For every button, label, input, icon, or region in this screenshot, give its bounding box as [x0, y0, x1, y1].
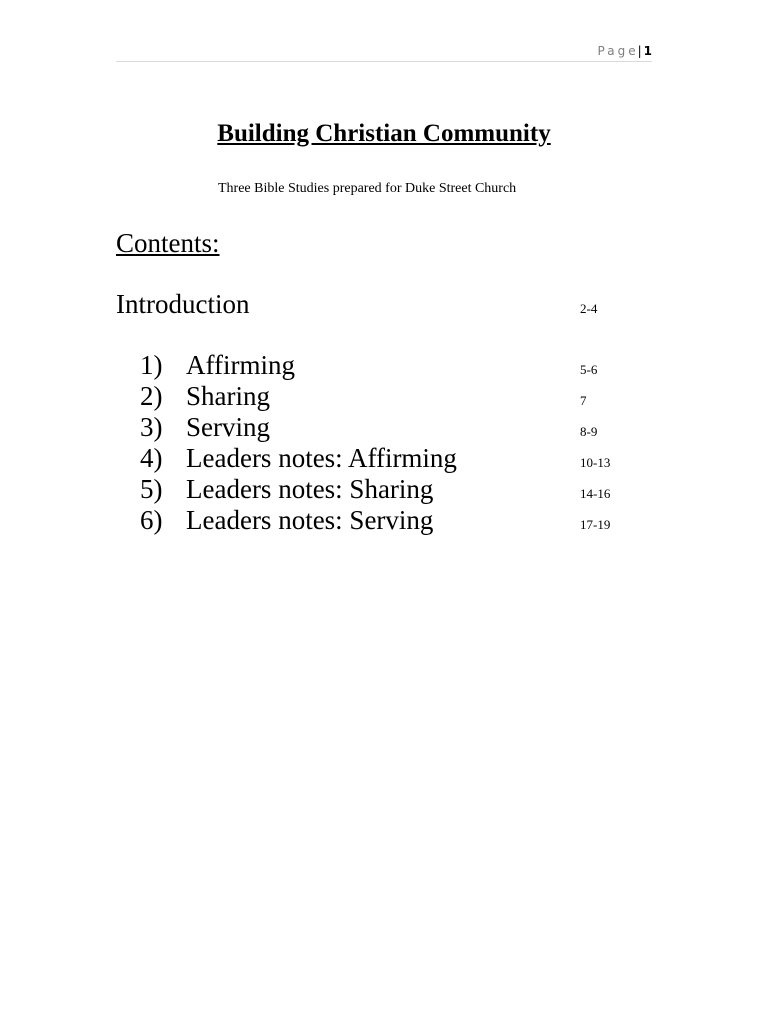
toc-item-number: 2) — [140, 381, 163, 411]
toc-item-label: Leaders notes: Sharing — [186, 474, 434, 504]
page-number-indicator — [598, 44, 652, 58]
toc-item — [0, 443, 768, 474]
toc-item-label: Leaders notes: Serving — [186, 505, 434, 535]
toc-item-pages: 5-6 — [580, 362, 598, 377]
toc-item-number: 3) — [140, 412, 163, 442]
toc-item-number: 6) — [140, 505, 163, 535]
toc-item-number: 1) — [140, 350, 163, 380]
toc-item — [0, 350, 768, 381]
table-of-contents — [0, 350, 768, 536]
page-header — [116, 40, 652, 62]
toc-item — [0, 412, 768, 443]
toc-item-pages: 7 — [580, 393, 587, 408]
toc-item-pages: 8-9 — [580, 424, 598, 439]
document-subtitle: Three Bible Studies prepared for Duke Street Church — [218, 181, 517, 196]
toc-item — [0, 381, 768, 412]
page-number: 1 — [643, 44, 652, 58]
toc-item-label: Sharing — [186, 381, 270, 411]
toc-introduction-pages: 2-4 — [580, 301, 598, 316]
contents-heading: Contents: — [116, 228, 220, 258]
toc-item-pages: 10-13 — [580, 455, 611, 470]
document-title: Building Christian Community — [217, 120, 551, 147]
toc-introduction-label: Introduction — [116, 289, 250, 319]
toc-item-pages: 17-19 — [580, 517, 611, 532]
toc-item-pages: 14-16 — [580, 486, 611, 501]
toc-item — [0, 474, 768, 505]
toc-item-label: Serving — [186, 412, 270, 442]
toc-item-number: 4) — [140, 443, 163, 473]
page-separator: | — [637, 44, 642, 58]
toc-item-label: Leaders notes: Affirming — [186, 443, 457, 473]
page-word: Page — [597, 44, 639, 58]
toc-item-number: 5) — [140, 474, 163, 504]
toc-item-label: Affirming — [186, 350, 295, 380]
toc-item — [0, 505, 768, 536]
